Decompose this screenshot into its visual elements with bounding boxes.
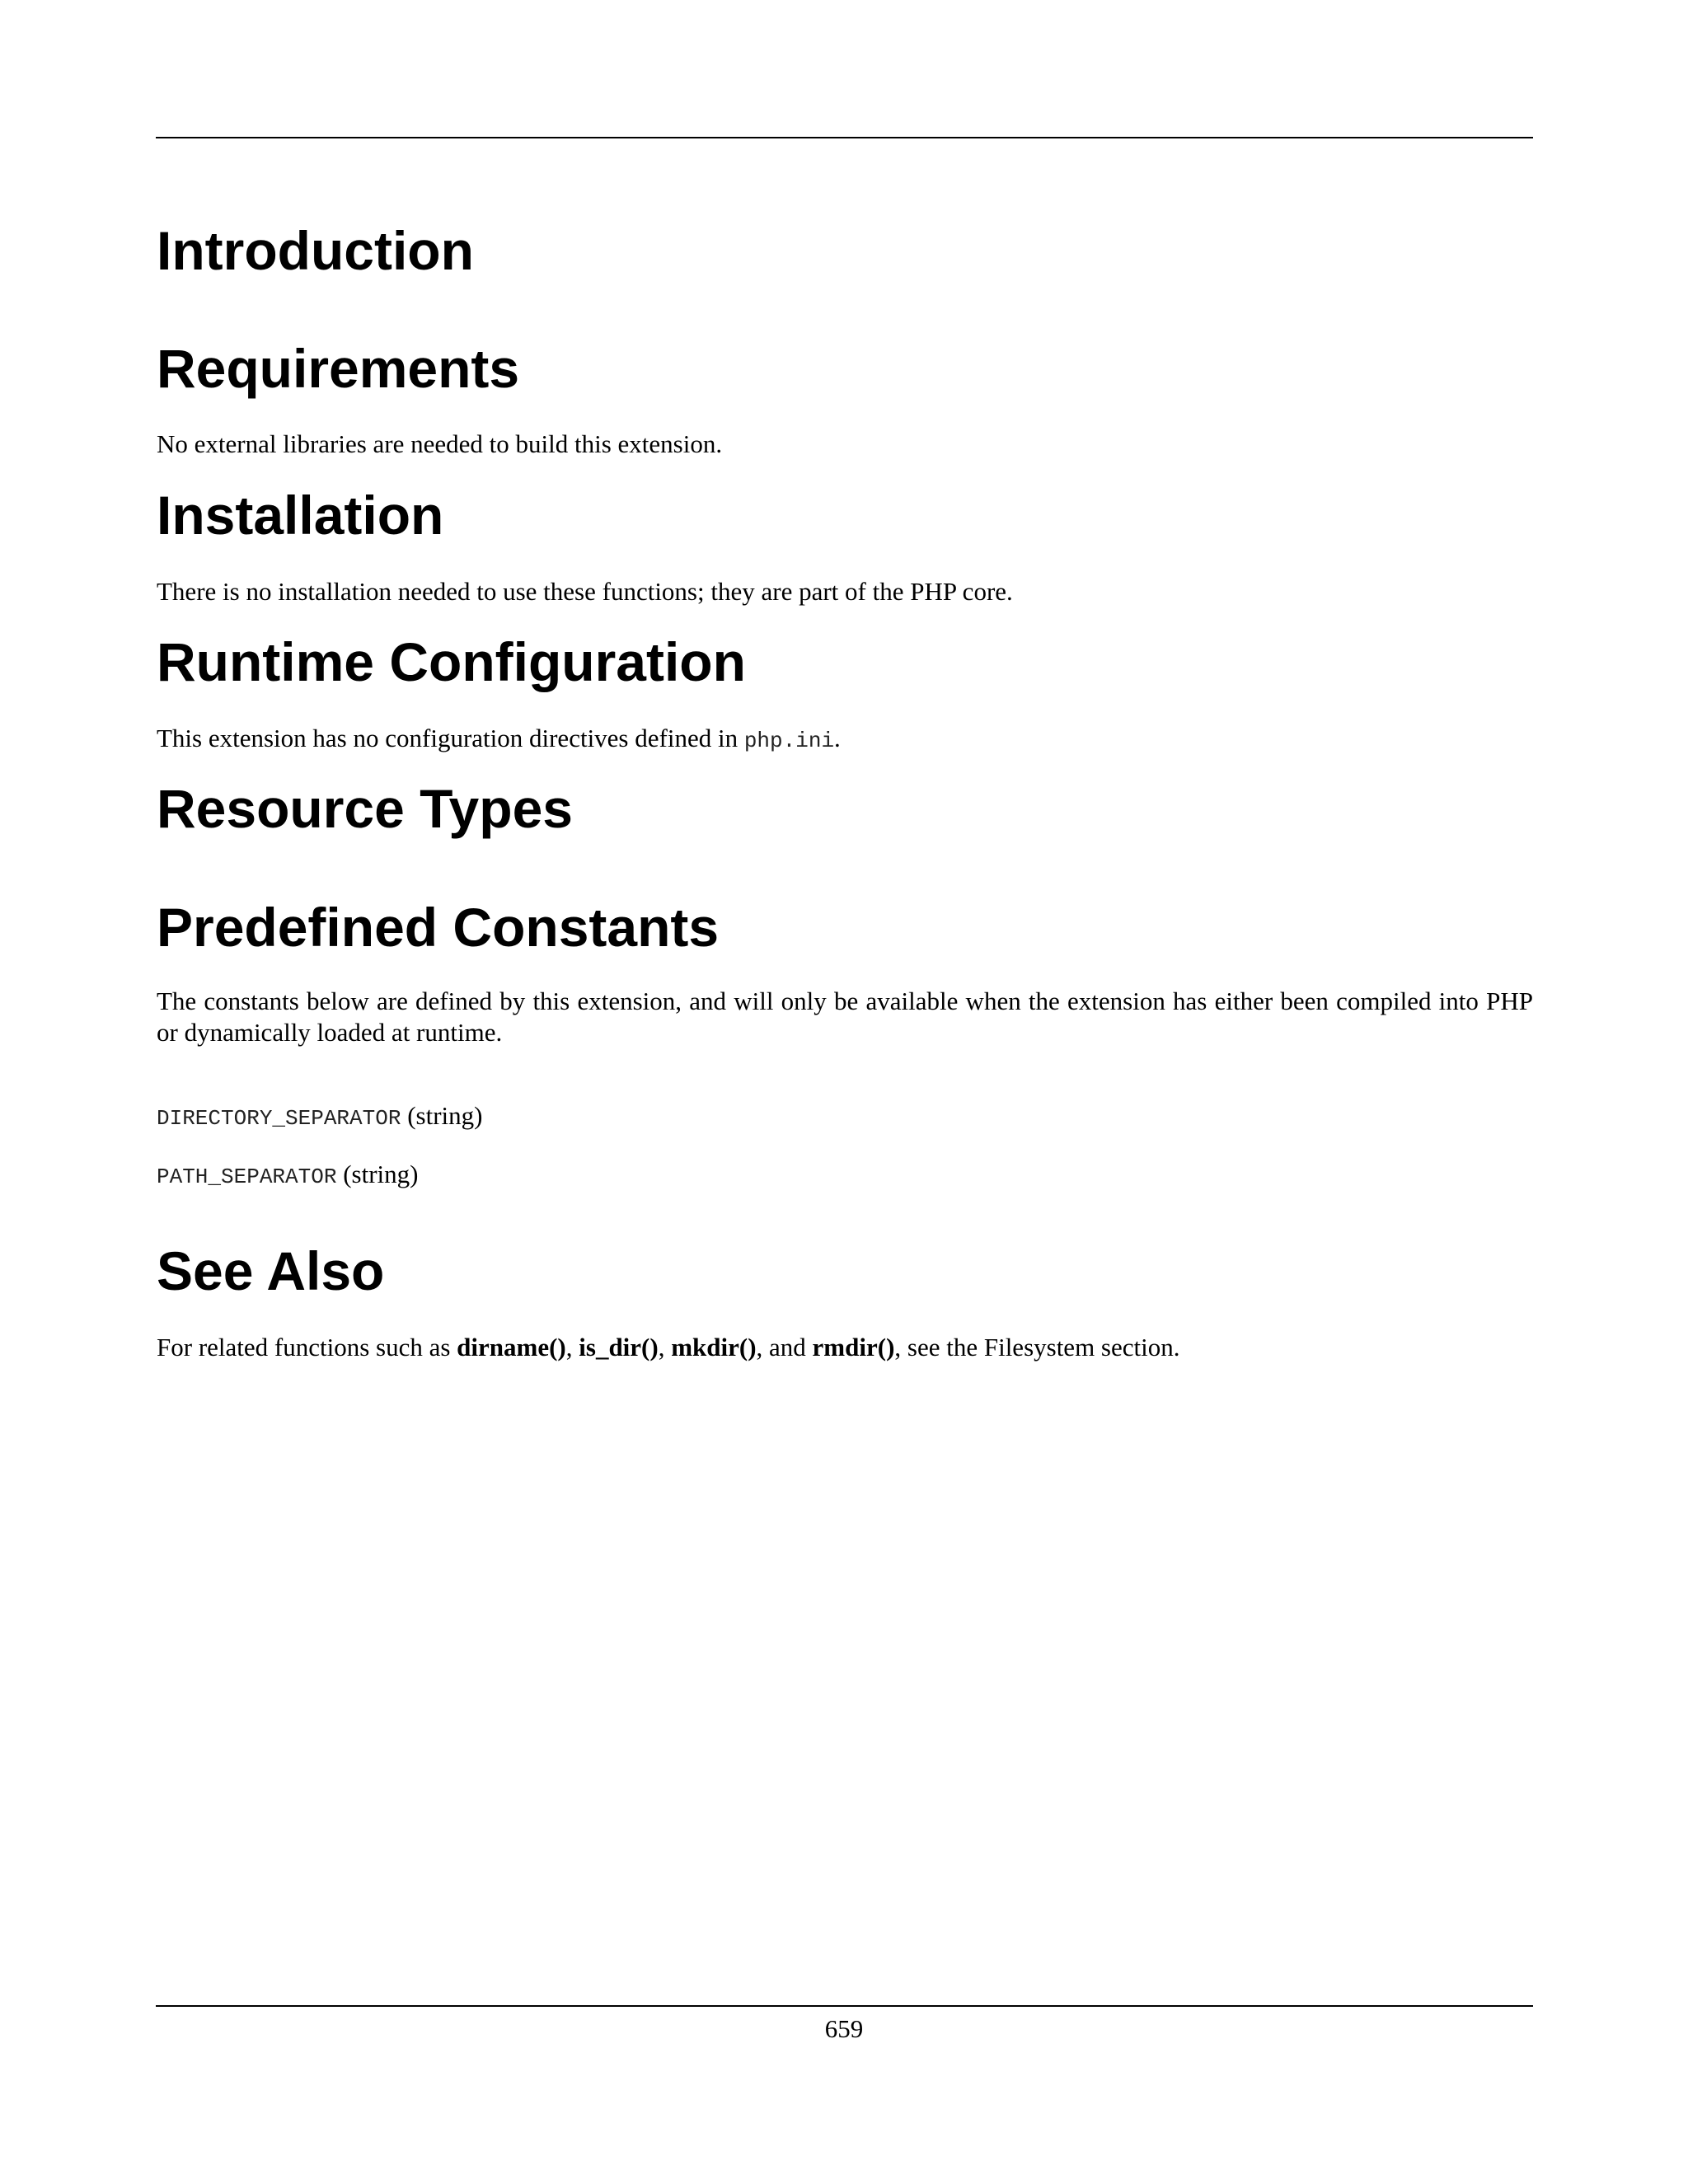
heading-requirements: Requirements	[157, 338, 520, 399]
constant-name: PATH_SEPARATOR	[157, 1165, 337, 1189]
heading-resource-types: Resource Types	[157, 778, 573, 839]
constant-name: DIRECTORY_SEPARATOR	[157, 1106, 401, 1131]
see-also-text	[157, 1332, 1533, 1363]
footer-rule	[156, 2005, 1533, 2007]
see-also-suffix: , see the Filesystem section.	[894, 1333, 1180, 1361]
heading-see-also: See Also	[157, 1240, 385, 1301]
see-also-separator: ,	[565, 1333, 579, 1361]
requirements-text: No external libraries are needed to build this extension.	[157, 429, 723, 458]
heading-installation: Installation	[157, 485, 444, 546]
heading-predefined-constants: Predefined Constants	[157, 897, 720, 958]
runtime-configuration-text	[157, 723, 1533, 757]
installation-text: There is no installation needed to use these functions; they are part of the PHP core.	[157, 577, 1013, 606]
heading-runtime-configuration: Runtime Configuration	[157, 631, 746, 692]
function-link-rmdir[interactable]: rmdir()	[812, 1333, 895, 1361]
see-also-separator: , and	[756, 1333, 813, 1361]
constant-type: (string)	[343, 1160, 419, 1188]
see-also-separator: ,	[658, 1333, 672, 1361]
constant-type: (string)	[407, 1101, 483, 1130]
constant-item	[157, 1100, 1533, 1134]
function-link-is-dir[interactable]: is_dir()	[579, 1333, 659, 1361]
runtime-text-prefix: This extension has no configuration directives defined in	[157, 724, 744, 752]
constant-item	[157, 1159, 1533, 1193]
heading-introduction: Introduction	[157, 220, 474, 281]
function-link-dirname[interactable]: dirname()	[457, 1333, 566, 1361]
predefined-constants-text: The constants below are defined by this extension, and will only be available when the extension has either been compiled into PHP or dynamically loaded at runtime.	[157, 987, 1533, 1047]
page-number: 659	[824, 2014, 864, 2043]
php-ini-filename: php.ini	[743, 729, 835, 753]
see-also-prefix: For related functions such as	[157, 1333, 457, 1361]
header-rule	[156, 137, 1533, 138]
function-link-mkdir[interactable]: mkdir()	[671, 1333, 757, 1361]
runtime-text-suffix: .	[834, 724, 841, 752]
